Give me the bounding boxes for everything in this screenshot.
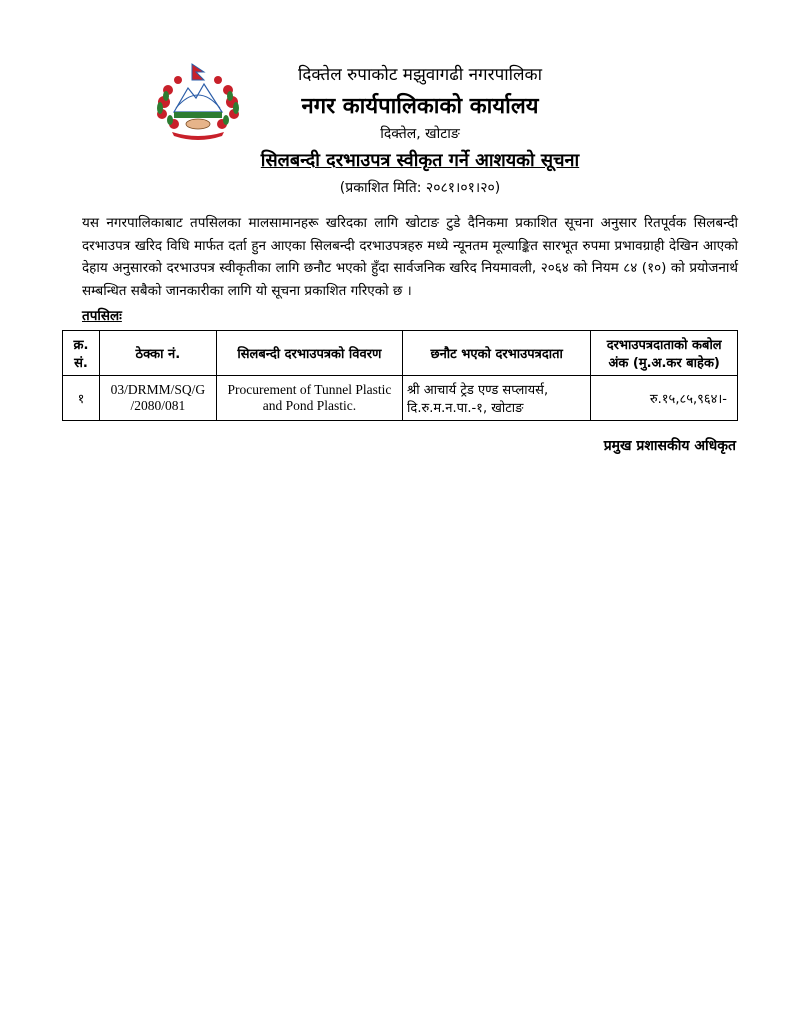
cell-amount: रु.१५,८५,९६४।- [591,376,738,421]
col-header-contract-no: ठेक्का नं. [99,331,216,376]
col-header-bidder: छनौट भएको दरभाउपत्रदाता [403,331,591,376]
col-header-description: सिलबन्दी दरभाउपत्रको विवरण [216,331,402,376]
cell-bidder [403,376,591,421]
notice-title [0,148,800,172]
cell-description: Procurement of Tunnel Plastic and Pond Plastic. [216,376,402,421]
cell-sn: १ [63,376,100,421]
table-header-row [63,331,738,376]
published-date: (प्रकाशित मिति: २०८१।०१।२०) [339,180,501,196]
office-title: नगर कार्यपालिकाको कार्यालय [301,94,539,119]
notice-paragraph: यस नगरपालिकाबाट तपसिलका मालसामानहरू खरिदका लागि खोटाङ टुडे दैनिकमा प्रकाशित सूचना अनुसार रितपूर्वक सिलबन्दी दरभाउपत्र खरिद विधि मार्फत दर्ता हुन आएका सिलबन्दी दरभाउपत्रहरु मध्ये न्यूनतम मूल्याङ्कित सारभूत रुपमा प्रभावग्राही देखिन आएको देहाय अनुसारको दरभाउपत्र स्वीकृतीका लागि छनौट भएको हुँदा सार्वजनिक खरिद नियमावली, २०६४ को नियम ८४ (१०) को प्रयोजनार्थ सम्बन्धित सबैको जानकारीका लागि यो सूचना प्रकाशित गरिएको छ । [82,215,738,299]
table-row [63,376,738,421]
selected-bid-table [62,330,738,421]
notice-title-text: सिलबन्दी दरभाउपत्र स्वीकृत गर्ने आशयको सूचना [260,150,580,171]
office-address: दिक्तेल, खोटाङ [380,126,460,142]
details-label: तपसिलः [82,308,122,324]
col-header-sn: क्र. सं. [63,331,100,376]
bidder-address: दि.रु.म.न.पा.-१, खोटाङ [407,401,524,416]
municipality-name: दिक्तेल रुपाकोट मझुवागढी नगरपालिका [297,65,543,85]
signatory-title: प्रमुख प्रशासकीय अधिकृत [603,438,736,454]
letterhead [0,0,800,200]
cell-contract-no: 03/DRMM/SQ/G /2080/081 [99,376,216,421]
bidder-name: श्री आचार्य ट्रेड एण्ड सप्लायर्स, [407,383,549,398]
col-header-amount: दरभाउपत्रदाताको कबोल अंक (मु.अ.कर बाहेक) [591,331,738,376]
